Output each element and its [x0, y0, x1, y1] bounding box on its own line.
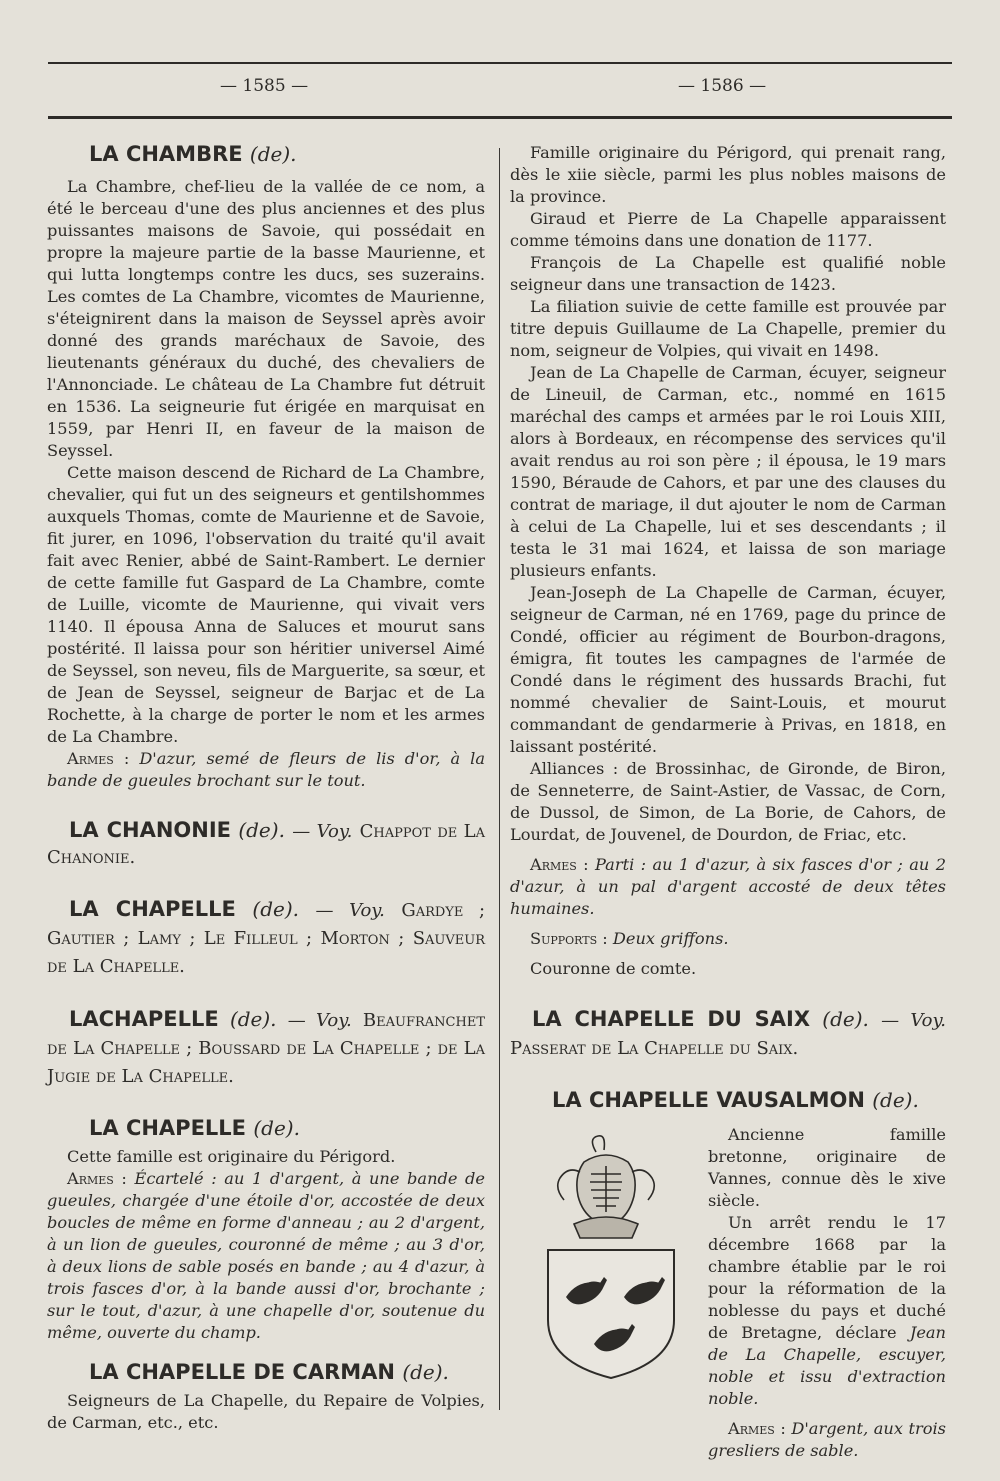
- entry-la-chapelle-vausalmon: [510, 1088, 946, 1462]
- paragraph-text: Un arrêt rendu le 17 décembre 1668 par la chambre établie par le roi pour la réformation de la noblesse du pays et duché de Bretagne, déclare: [708, 1213, 946, 1342]
- voir-reference-label: — Voy.: [292, 821, 353, 842]
- blazon-text: D'azur, semé de fleurs de lis d'or, à la bande de gueules brochant sur le tout.: [47, 749, 485, 790]
- entry-title-particle: (de).: [253, 1116, 300, 1140]
- coat-of-arms-icon: [536, 1132, 686, 1382]
- right-column: [510, 142, 946, 1462]
- entry-title: LACHAPELLE: [69, 1007, 219, 1031]
- left-column: [47, 142, 485, 1434]
- entry-la-chapelle-de-carman-continued: [510, 142, 946, 980]
- supporters-text: Deux griffons.: [612, 929, 729, 948]
- entry-title-particle: (de).: [872, 1088, 919, 1112]
- paragraph: Jean-Joseph de La Chapelle de Carman, écuyer, seigneur de Carman, né en 1769, page du prince de Condé, officier au régiment de Bourbon-dragons, émigra, fit toutes les campagnes de l'armée de Condé dans le régiment des hussards Brachi, fut nommé chevalier de Saint-Louis, et mourut commandant de gendarmerie à Privas, en 1818, en laissant postérité.: [510, 583, 946, 756]
- paragraph: Giraud et Pierre de La Chapelle apparaissent comme témoins dans une donation de 1177.: [510, 209, 946, 250]
- blazon-label: Armes :: [530, 855, 589, 874]
- entry-title-particle: (de).: [822, 1007, 869, 1031]
- entry-title-particle: (de).: [238, 818, 285, 842]
- supporters-label: Supports :: [530, 929, 608, 948]
- entry-title-particle: (de).: [229, 1007, 277, 1031]
- entry-la-chapelle-perigord: [47, 1116, 485, 1344]
- paragraph: Jean de La Chapelle de Carman, écuyer, seigneur de Lineuil, de Carman, etc., nommé en 1615 maréchal des camps et armées par le roi Louis XIII, alors à Bordeaux, en récompense des services qu'il avait rendus au roi son père ; il épousa, le 19 mars 1590, Béraude de Cahors, et par une des clauses du contrat de mariage, il dut ajouter le nom de Carman à celui de La Chapelle, lui et ses descendants ; il testa le 31 mai 1624, et laissa de son mariage plusieurs enfants.: [510, 363, 946, 580]
- paragraph: La filiation suivie de cette famille est prouvée par titre depuis Guillaume de La Chapelle, premier du nom, seigneur de Volpies, qui vivait en 1498.: [510, 297, 946, 360]
- entry-title: LA CHAPELLE VAUSALMON: [552, 1088, 865, 1112]
- paragraph: Famille originaire du Périgord, qui prenait rang, dès le xiie siècle, parmi les plus nobles maisons de la province.: [510, 143, 946, 206]
- blazon-label: Armes :: [67, 749, 130, 768]
- entry-title: LA CHAPELLE: [69, 897, 236, 921]
- entry-la-chapelle-du-saix: [510, 1006, 946, 1062]
- blazon: [510, 854, 946, 920]
- supporters: [510, 928, 946, 950]
- voir-reference-label: — Voy.: [287, 1010, 352, 1031]
- entry-title-particle: (de).: [249, 142, 297, 166]
- cross-reference: Beaufranchet de La Chapelle ; Boussard de La Chapelle ; de La Jugie de La Chapelle.: [47, 1010, 485, 1087]
- entry-title: LA CHAPELLE DE CARMAN: [89, 1360, 395, 1384]
- entry-title: LA CHAPELLE: [89, 1116, 247, 1140]
- blazon: [708, 1418, 946, 1462]
- entry-la-chambre: [47, 142, 485, 792]
- blazon-text: Parti : au 1 d'azur, à six fasces d'or ; au 2 d'azur, à un pal d'argent accosté de deux têtes humaines.: [510, 855, 946, 918]
- blazon: [47, 748, 485, 792]
- column-divider: [499, 148, 500, 1410]
- entry-title-particle: (de).: [252, 897, 300, 921]
- paragraph: [708, 1212, 946, 1410]
- entry-la-chapelle-de-carman: [47, 1360, 485, 1434]
- paragraph-italic-text: Jean de La Chapelle, escuyer, noble et issu d'extraction noble.: [708, 1323, 946, 1408]
- entry-lachapelle: [47, 1006, 485, 1090]
- paragraph: Cette famille est originaire du Périgord.: [67, 1147, 396, 1166]
- entry-title: LA CHAPELLE DU SAIX: [532, 1007, 811, 1031]
- header-rule-bottom: [48, 116, 952, 119]
- paragraph: Seigneurs de La Chapelle, du Repaire de Volpies, de Carman, etc., etc.: [47, 1391, 485, 1432]
- blazon-label: Armes :: [728, 1419, 786, 1438]
- entry-la-chanonie: [47, 818, 485, 870]
- coronet: Couronne de comte.: [530, 959, 697, 978]
- entry-title: LA CHANONIE: [69, 818, 231, 842]
- blazon: [47, 1168, 485, 1344]
- page-number-right: — 1586 —: [678, 76, 767, 96]
- page-number-left: — 1585 —: [220, 76, 309, 96]
- cross-reference: Passerat de La Chapelle du Saix.: [510, 1038, 799, 1059]
- paragraph: Alliances : de Brossinhac, de Gironde, de Biron, de Senneterre, de Saint-Astier, de Vassac, de Corn, de Dussol, de Simon, de La Borie, de Cahors, de Lourdat, de Jouvenel, de Dourdon, de Friac, etc.: [510, 759, 946, 844]
- entry-la-chapelle-voy: [47, 896, 485, 980]
- paragraph: François de La Chapelle est qualifié noble seigneur dans une transaction de 1423.: [510, 253, 946, 294]
- header-rule-top: [48, 62, 952, 64]
- cross-reference: Chappot de La Chanonie.: [47, 821, 485, 868]
- blazon-text: D'argent, aux trois gresliers de sable.: [708, 1419, 946, 1460]
- blazon-label: Armes :: [67, 1169, 127, 1188]
- voir-reference-label: — Voy.: [315, 900, 385, 921]
- paragraph: Cette maison descend de Richard de La Chambre, chevalier, qui fut un des seigneurs et gentilshommes auxquels Thomas, comte de Maurienne et de Savoie, fit jurer, en 1096, l'observation du traité qu'il avait fait avec Renier, abbé de Saint-Rambert. Le dernier de cette famille fut Gaspard de La Chambre, comte de Luille, vicomte de Maurienne, qui vivait vers 1140. Il épousa Anna de Saluces et mourut sans postérité. Il laissa pour son héritier universel Aimé de Seyssel, son neveu, fils de Marguerite, sa sœur, et de Jean de Seyssel, seigneur de Barjac et de La Rochette, à la charge de porter le nom et les armes de La Chambre.: [47, 463, 485, 746]
- paragraph: La Chambre, chef-lieu de la vallée de ce nom, a été le berceau d'une des plus anciennes et des plus puissantes maisons de Savoie, qui possédait en propre la majeure partie de la basse Maurienne, et qui lutta longtemps contre les ducs, ses suzerains. Les comtes de La Chambre, vicomtes de Maurienne, s'éteignirent dans la maison de Seyssel après avoir donné des grands maréchaux de Savoie, des lieutenants généraux du duché, des chevaliers de l'Annonciade. Le château de La Chambre fut détruit en 1536. La seigneurie fut érigée en marquisat en 1559, par Henri II, en faveur de la maison de Seyssel.: [47, 177, 485, 460]
- entry-title: LA CHAMBRE: [89, 142, 243, 166]
- cross-reference: Gardye ; Gautier ; Lamy ; Le Filleul ; Morton ; Sauveur de La Chapelle.: [47, 900, 486, 977]
- entry-title-particle: (de).: [402, 1360, 449, 1384]
- blazon-text: Écartelé : au 1 d'argent, à une bande de gueules, chargée d'une étoile d'or, accostée de deux boucles de même en forme d'anneau ; au 2 d'argent, à un lion de gueules, couronné de même ; au 3 d'or, à deux lions de sable posés en bande ; au 4 d'azur, à trois fasces d'or, à la bande aussi d'or, brochante ; sur le tout, d'azur, à une chapelle d'or, soutenue du même, ouverte du champ.: [47, 1169, 485, 1342]
- paragraph: Ancienne famille bretonne, originaire de Vannes, connue dès le xive siècle.: [708, 1125, 946, 1210]
- voir-reference-label: — Voy.: [881, 1010, 946, 1031]
